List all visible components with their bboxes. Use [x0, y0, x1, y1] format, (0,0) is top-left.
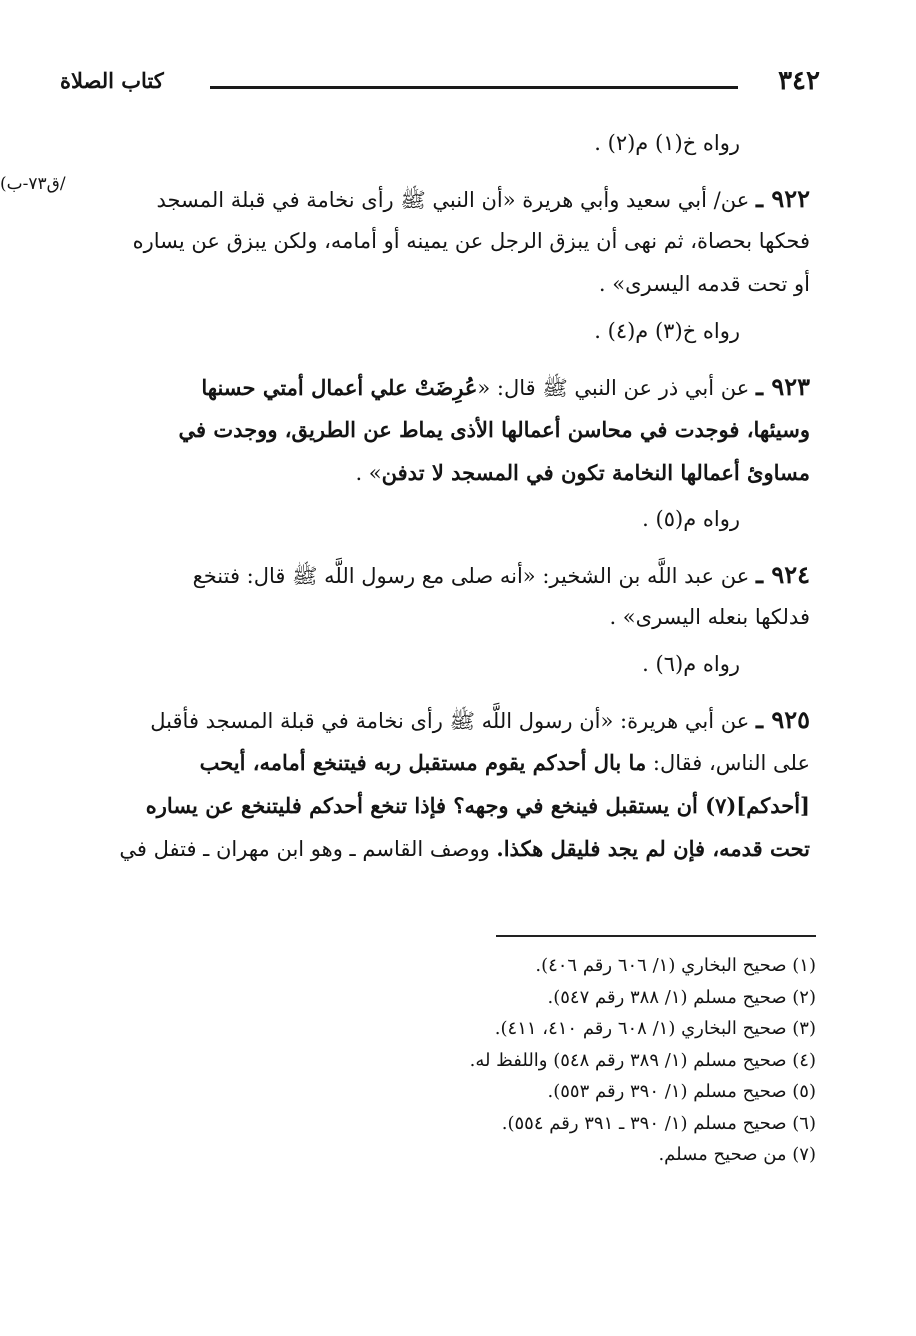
- manuscript-margin-note: /ق٧٣-ب): [0, 174, 66, 194]
- hadith-text-bold: وسيئها، فوجدت في محاسن أعمالها الأذى يماط عن الطريق، ووجدت في: [178, 417, 810, 442]
- hadith-text: أو تحت قدمه اليسرى» .: [598, 272, 810, 296]
- footnote: (٢) صحيح مسلم (١/ ٣٨٨ رقم ٥٤٧).: [547, 986, 816, 1008]
- hadith-922: [80, 177, 810, 353]
- footnote: (٥) صحيح مسلم (١/ ٣٩٠ رقم ٥٥٣).: [547, 1081, 816, 1102]
- hadith-text: على الناس، فقال:: [646, 751, 810, 775]
- hadith-text-bold: مساوئ أعمالها النخامة تكون في المسجد لا تدفن: [381, 460, 810, 485]
- footnotes: [116, 950, 816, 1171]
- hadith-reference: رواه خ(٣) م(٤) .: [594, 319, 740, 343]
- footnote: (٣) صحيح البخاري (١/ ٦٠٨ رقم ٤١٠، ٤١١).: [494, 1018, 816, 1039]
- hadith-925: [80, 698, 810, 870]
- hadith-text-bold: [أحدكم](٧) أن يستقبل فينخع في وجهه؟ فإذا تنخع أحدكم فليتنخع عن يساره: [145, 793, 810, 818]
- hadith-text: فحكها بحصاة، ثم نهى أن يبزق الرجل عن يمينه أو أمامه، ولكن يبزق عن يساره: [132, 229, 810, 253]
- main-text: [80, 118, 810, 870]
- footnote: (٤) صحيح مسلم (١/ ٣٨٩ رقم ٥٤٨) واللفظ له.: [469, 1049, 816, 1071]
- hadith-text-bold: تحت قدمه، فإن لم يجد فليقل هكذا.: [496, 836, 810, 861]
- footnote: (١) صحيح البخاري (١/ ٦٠٦ رقم ٤٠٦).: [535, 955, 816, 976]
- hadith-924: [80, 553, 810, 686]
- hadith-text: عن أبي هريرة: «أن رسول اللَّه ﷺ رأى نخامة في قبلة المسجد فأقبل: [150, 709, 750, 733]
- hadith-923: [80, 365, 810, 541]
- running-header: [60, 62, 820, 102]
- hadith-number: ٩٢٣ ـ: [755, 372, 810, 401]
- hadith-text: عن عبد اللَّه بن الشخير: «أنه صلى مع رسول اللَّه ﷺ قال: فتنخع: [192, 564, 750, 588]
- book-title: كتاب الصلاة: [60, 68, 164, 93]
- hadith-text: عن/ أبي سعيد وأبي هريرة «أن النبي ﷺ رأى نخامة في قبلة المسجد: [156, 188, 750, 212]
- hadith-text-bold: عُرِضَتْ علي أعمال أمتي حسنها: [201, 375, 478, 400]
- hadith-number: ٩٢٥ ـ: [755, 705, 810, 734]
- hadith-text-bold: ما بال أحدكم يقوم مستقبل ربه فيتنخع أمامه، أيحب: [199, 750, 647, 775]
- hadith-reference: رواه م(٥) .: [642, 507, 740, 531]
- hadith-text: فدلكها بنعله اليسرى» .: [609, 605, 810, 629]
- page-number: ٣٤٢: [778, 66, 820, 96]
- footnote: (٦) صحيح مسلم (١/ ٣٩٠ ـ ٣٩١ رقم ٥٥٤).: [501, 1112, 816, 1134]
- hadith-number: ٩٢٤ ـ: [755, 560, 810, 589]
- header-rule: [210, 86, 738, 89]
- footnote: (٧) من صحيح مسلم.: [658, 1144, 816, 1165]
- footnote-separator: [496, 935, 816, 937]
- hadith-reference: رواه م(٦) .: [642, 652, 740, 676]
- hadith-text: » .: [355, 461, 382, 485]
- hadith-text: ووصف القاسم ـ وهو ابن مهران ـ فتفل في: [119, 837, 497, 861]
- hadith-number: ٩٢٢ ـ: [755, 184, 810, 213]
- hadith-text: عن أبي ذر عن النبي ﷺ قال: «: [477, 376, 750, 400]
- reference-921: رواه خ(١) م(٢) .: [594, 131, 740, 155]
